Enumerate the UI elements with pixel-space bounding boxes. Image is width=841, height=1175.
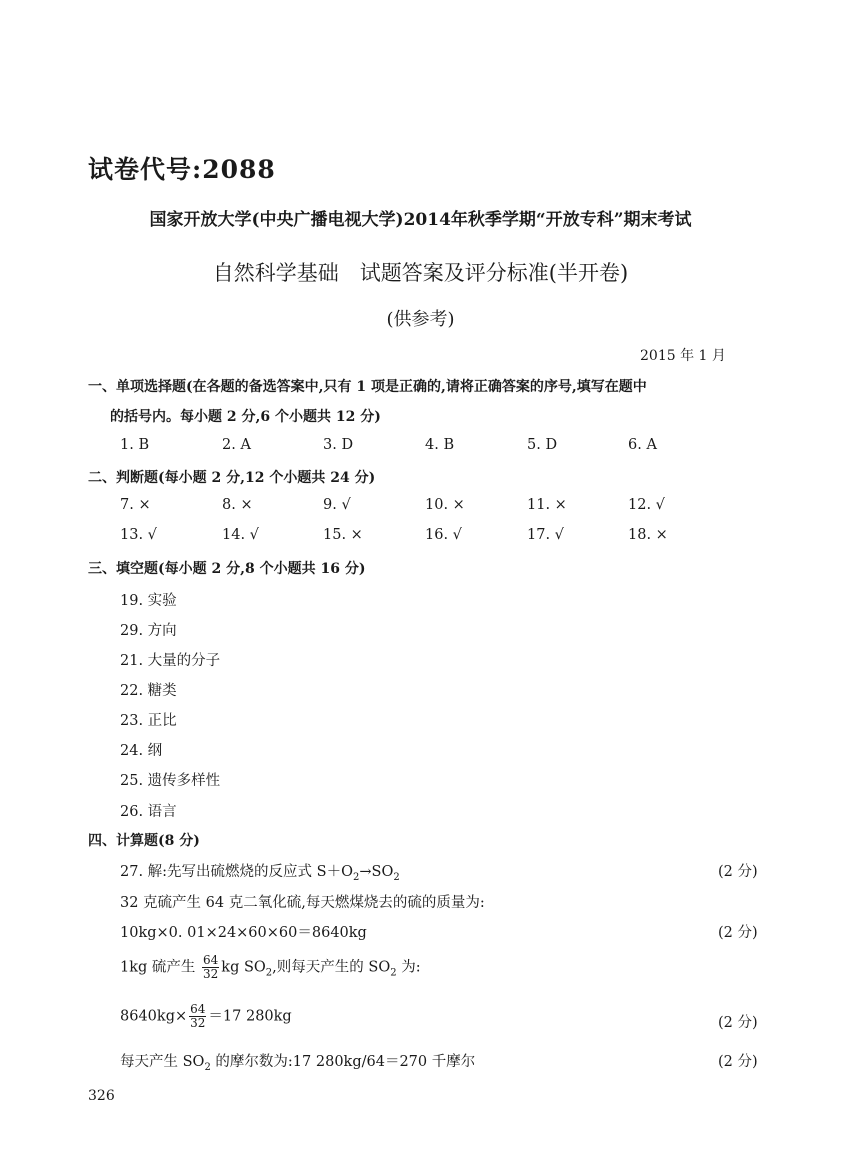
fraction: $\frac{64}{32}$ xyxy=(190,1002,206,1030)
answer-16: 16. √ xyxy=(425,527,462,543)
section2-heading: 二、判断题(每小题 2 分,12 个小题共 24 分) xyxy=(88,470,376,486)
score-label: (2 分) xyxy=(718,1054,758,1070)
answer-1: 1. B xyxy=(120,437,150,453)
page-number: 326 xyxy=(88,1088,115,1104)
answer-17: 17. √ xyxy=(527,527,564,543)
answer-9: 9. √ xyxy=(323,497,351,513)
calc-line-4: 1kg 硫产生 $\frac{64}{32}$ kg $SO_2$,则每天产生的 $SO_2$ 为: xyxy=(120,953,421,981)
exam-title: 国家开放大学(中央广播电视大学)2014年秋季学期“开放专科”期末考试 xyxy=(149,210,692,230)
section3-heading: 三、填空题(每小题 2 分,8 个小题共 16 分) xyxy=(88,561,366,577)
answer-10: 10. × xyxy=(425,497,465,513)
section1-heading-cont: 的括号内。每小题 2 分,6 个小题共 12 分) xyxy=(110,409,381,425)
answer-4: 4. B xyxy=(425,437,455,453)
fill-answer: 29. 方向 xyxy=(120,623,177,639)
answer-6: 6. A xyxy=(628,437,657,453)
answer-8: 8. × xyxy=(222,497,253,513)
calc-line-1: 27. 解:先写出硫燃烧的反应式 $S+O_2\to SO_2$ xyxy=(120,864,400,883)
answer-5: 5. D xyxy=(527,437,558,453)
answer-2: 2. A xyxy=(222,437,251,453)
calc-line-6: 每天产生 $SO_2$ 的摩尔数为:17 280kg/64＝270 千摩尔 xyxy=(120,1054,476,1073)
calc-line-3: 10kg×0. 01×24×60×60＝8640kg xyxy=(120,925,367,941)
fill-answer: 23. 正比 xyxy=(120,713,177,729)
calc-line-2: 32 克硫产生 64 克二氧化硫,每天燃煤烧去的硫的质量为: xyxy=(120,895,485,911)
paper-code: 试卷代号:2088 xyxy=(88,155,276,184)
score-label: (2 分) xyxy=(718,864,758,880)
fraction: $\frac{64}{32}$ xyxy=(203,953,219,981)
answer-18: 18. × xyxy=(628,527,668,543)
section4-heading: 四、计算题(8 分) xyxy=(88,833,200,849)
exam-date: 2015 年 1 月 xyxy=(640,348,726,364)
score-label: (2 分) xyxy=(718,925,758,941)
fill-answer: 24. 纲 xyxy=(120,743,163,759)
section1-heading: 一、单项选择题(在各题的备选答案中,只有 1 项是正确的,请将正确答案的序号,填写在题中 xyxy=(88,379,647,395)
answer-14: 14. √ xyxy=(222,527,259,543)
answer-11: 11. × xyxy=(527,497,567,513)
score-label: (2 分) xyxy=(718,1015,758,1031)
fill-answer: 26. 语言 xyxy=(120,804,177,820)
fill-answer: 22. 糖类 xyxy=(120,683,177,699)
fill-answer: 19. 实验 xyxy=(120,593,177,609)
reference-note: (供参考) xyxy=(386,309,455,330)
answer-15: 15. × xyxy=(323,527,363,543)
subject-title: 自然科学基础 试题答案及评分标准(半开卷) xyxy=(212,261,629,285)
fill-answer: 25. 遗传多样性 xyxy=(120,773,221,789)
fill-answer: 21. 大量的分子 xyxy=(120,653,221,669)
answer-13: 13. √ xyxy=(120,527,157,543)
answer-12: 12. √ xyxy=(628,497,665,513)
answer-7: 7. × xyxy=(120,497,151,513)
answer-3: 3. D xyxy=(323,437,354,453)
calc-line-5: 8640kg× $\frac{64}{32}$ ＝17 280kg xyxy=(120,1002,292,1030)
